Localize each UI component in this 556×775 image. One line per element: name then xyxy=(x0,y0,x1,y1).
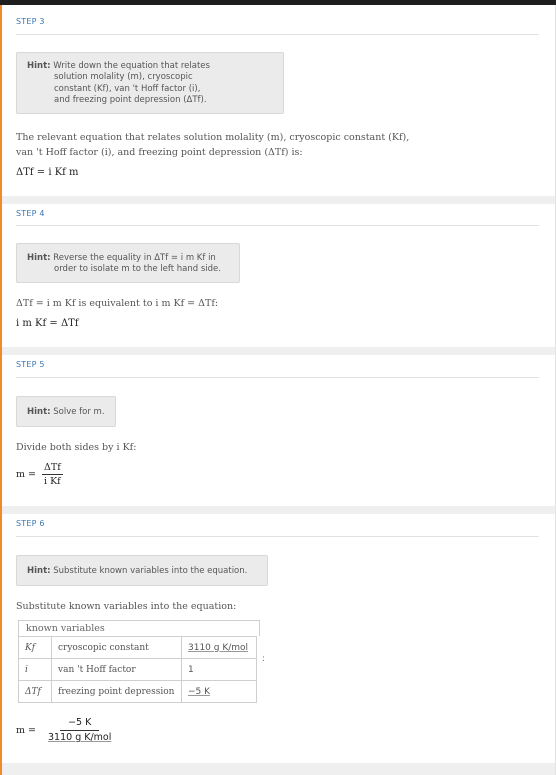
hint-line: and freezing point depression (ΔTf). xyxy=(54,95,207,106)
table-trailing-colon: : xyxy=(262,654,266,664)
fraction-denominator: i Kf xyxy=(44,476,61,487)
variable-name: van 't Hoff factor xyxy=(52,659,182,681)
variable-symbol: i xyxy=(19,659,52,681)
paragraph-line: Substitute known variables into the equation: xyxy=(16,601,237,612)
step-6-divider xyxy=(16,536,539,537)
step-4-equation: i m Kf = ΔTf xyxy=(16,318,79,329)
hint-prefix: Hint: xyxy=(27,566,51,576)
step-6-paragraph xyxy=(16,599,546,614)
step-3-divider xyxy=(16,34,539,35)
step-6-label: STEP 6 xyxy=(16,519,45,528)
table-row xyxy=(19,637,257,659)
step-4-label: STEP 4 xyxy=(16,209,45,218)
step-3-label: STEP 3 xyxy=(16,17,45,26)
variable-value: 3110 g K/mol xyxy=(182,637,257,659)
left-accent-bar xyxy=(0,5,2,775)
step-4-paragraph xyxy=(16,296,546,311)
hint-line: Reverse the equality in ΔTf = i m Kf in xyxy=(53,253,216,263)
step-5-label: STEP 5 xyxy=(16,360,45,369)
variable-symbol: Kf xyxy=(19,637,52,659)
step-separator xyxy=(2,196,555,204)
step-4-hint[interactable] xyxy=(16,243,240,283)
variable-value: 1 xyxy=(182,659,257,681)
variable-symbol: ΔTf xyxy=(19,681,52,703)
step-5-divider xyxy=(16,377,539,378)
fraction-denominator: 3110 g K/mol xyxy=(48,732,112,743)
paragraph-line: ΔTf = i m Kf is equivalent to i m Kf = ΔTf: xyxy=(16,298,219,309)
step-5-hint[interactable] xyxy=(16,396,116,427)
step-6-equation xyxy=(16,717,113,743)
hint-line: Solve for m. xyxy=(53,407,105,417)
step-3-hint[interactable] xyxy=(16,52,284,114)
top-bar xyxy=(0,0,556,5)
equation-lhs: m = xyxy=(16,469,36,480)
hint-line: constant (Kf), van 't Hoff factor (i), xyxy=(54,83,201,94)
step-4-divider xyxy=(16,225,539,226)
known-variables-caption: known variables xyxy=(18,620,260,636)
fraction-numerator: −5 K xyxy=(60,717,99,731)
step-6-hint[interactable] xyxy=(16,555,268,586)
step-5-equation xyxy=(16,462,63,487)
hint-line: Write down the equation that relates xyxy=(53,61,210,71)
step-3-equation: ΔTf = i Kf m xyxy=(16,167,79,178)
paragraph-line: The relevant equation that relates solution molality (m), cryoscopic constant (Kf), xyxy=(16,132,410,143)
equation-lhs: m = xyxy=(16,724,36,736)
hint-line: Substitute known variables into the equation. xyxy=(53,566,248,576)
table-row xyxy=(19,659,257,681)
hint-prefix: Hint: xyxy=(27,61,51,71)
variable-value: −5 K xyxy=(182,681,257,703)
step-separator xyxy=(2,347,555,355)
known-variables-table xyxy=(18,636,257,703)
hint-line: solution molality (m), cryoscopic xyxy=(54,72,193,83)
step-separator xyxy=(2,763,555,775)
hint-prefix: Hint: xyxy=(27,407,51,417)
hint-line: order to isolate m to the left hand side. xyxy=(54,264,221,275)
step-3-paragraph xyxy=(16,130,546,160)
fraction-numerator: ΔTf xyxy=(44,462,61,473)
step-5-paragraph xyxy=(16,440,546,455)
table-row xyxy=(19,681,257,703)
variable-name: cryoscopic constant xyxy=(52,637,182,659)
variable-name: freezing point depression xyxy=(52,681,182,703)
hint-prefix: Hint: xyxy=(27,253,51,263)
step-separator xyxy=(2,506,555,514)
paragraph-line: van 't Hoff factor (i), and freezing point depression (ΔTf) is: xyxy=(16,147,303,158)
paragraph-line: Divide both sides by i Kf: xyxy=(16,442,137,453)
